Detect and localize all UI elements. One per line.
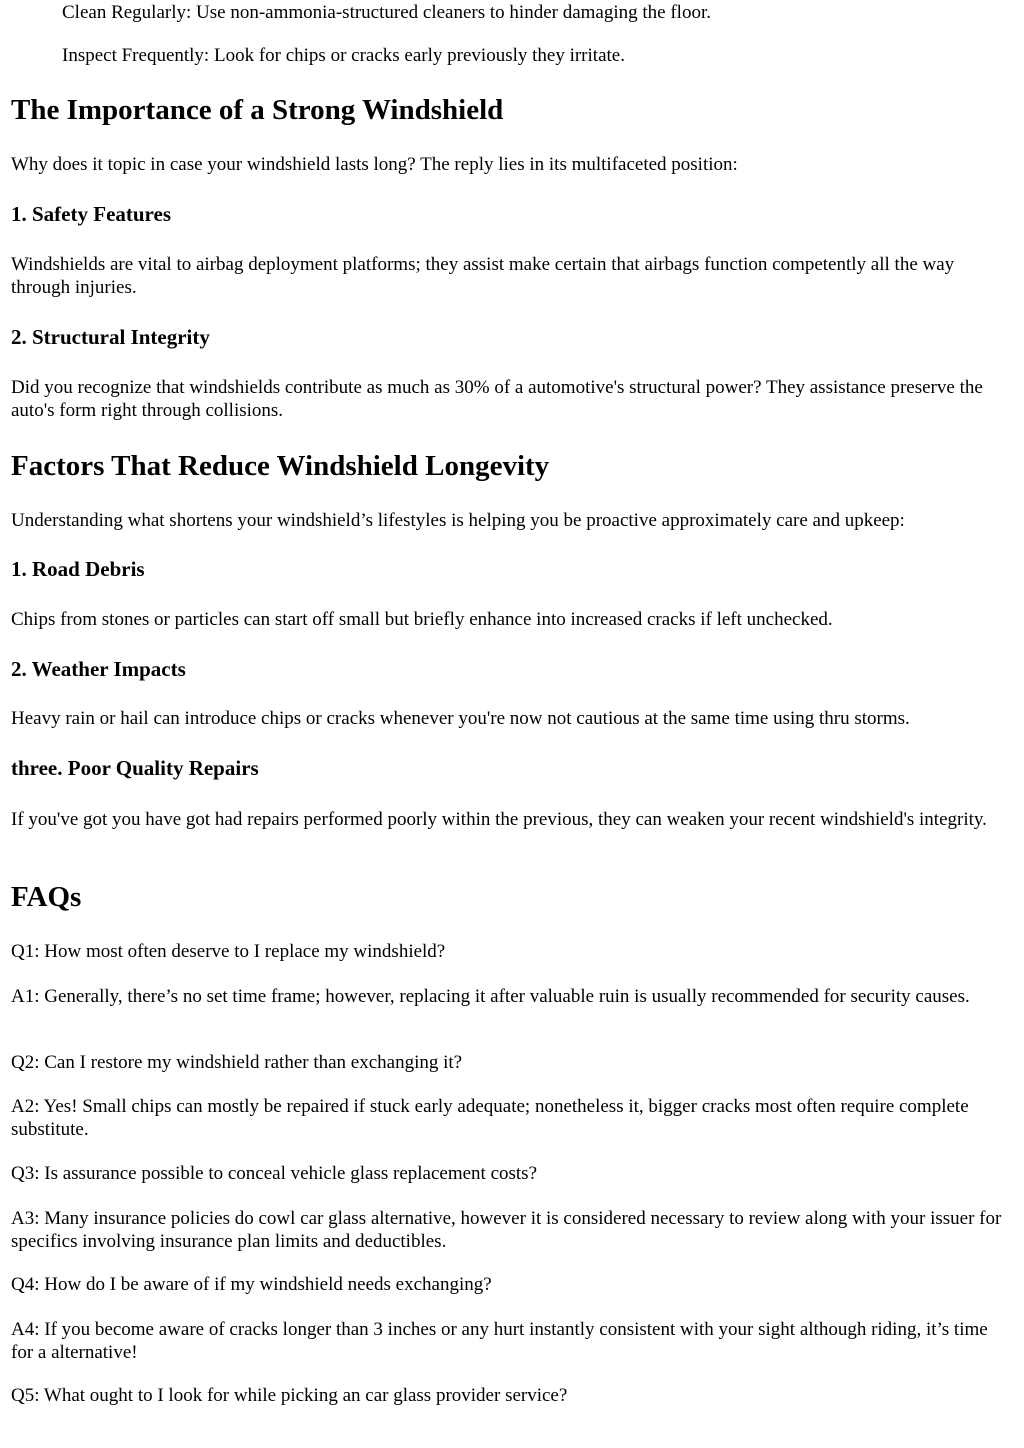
- subheading-poor-quality-repairs: three. Poor Quality Repairs: [11, 756, 259, 780]
- faq-question-5: Q5: What ought to I look for while picking an car glass provider service?: [11, 1385, 568, 1406]
- paragraph-factors-intro: Understanding what shortens your windshield’s lifestyles is helping you be proactive approximately care and upkeep:: [11, 510, 905, 531]
- faq-answer-2: A2: Yes! Small chips can mostly be repaired if stuck early adequate; nonetheless it, bigger cracks most often require complete substitute.: [11, 1096, 969, 1140]
- paragraph-safety-features: Windshields are vital to airbag deployment platforms; they assist make certain that airbags function competently all the way through injuries.: [11, 254, 955, 298]
- heading-faqs: FAQs: [11, 881, 82, 913]
- faq-answer-4: A4: If you become aware of cracks longer than 3 inches or any hurt instantly consistent with your sight although riding, it’s time for a alternative!: [11, 1319, 988, 1363]
- list-item-clean-regularly: Clean Regularly: Use non-ammonia-structured cleaners to hinder damaging the floor.: [62, 2, 711, 23]
- paragraph-road-debris: Chips from stones or particles can start off small but briefly enhance into increased cracks if left unchecked.: [11, 609, 833, 630]
- paragraph-weather-impacts: Heavy rain or hail can introduce chips or cracks whenever you're now not cautious at the same time using thru storms.: [11, 708, 910, 729]
- faq-question-4: Q4: How do I be aware of if my windshield needs exchanging?: [11, 1274, 492, 1295]
- faq-question-2: Q2: Can I restore my windshield rather than exchanging it?: [11, 1052, 463, 1073]
- faq-answer-3: A3: Many insurance policies do cowl car glass alternative, however it is considered necessary to review along with your issuer for specifics involving insurance plan limits and deductibles.: [11, 1208, 1002, 1252]
- subheading-safety-features: 1. Safety Features: [11, 202, 171, 226]
- subheading-weather-impacts: 2. Weather Impacts: [11, 657, 186, 681]
- subheading-road-debris: 1. Road Debris: [11, 557, 145, 581]
- faq-question-1: Q1: How most often deserve to I replace my windshield?: [11, 941, 446, 962]
- paragraph-importance-intro: Why does it topic in case your windshield lasts long? The reply lies in its multifaceted position:: [11, 154, 738, 175]
- paragraph-poor-quality-repairs: If you've got you have got had repairs performed poorly within the previous, they can weaken your recent windshield's integrity.: [11, 809, 987, 830]
- subheading-structural-integrity: 2. Structural Integrity: [11, 325, 210, 349]
- paragraph-structural-integrity: Did you recognize that windshields contribute as much as 30% of a automotive's structural power? They assistance preserve the auto's form right through collisions.: [11, 377, 983, 421]
- list-item-inspect-frequently: Inspect Frequently: Look for chips or cracks early previously they irritate.: [62, 45, 625, 66]
- heading-importance: The Importance of a Strong Windshield: [11, 94, 504, 126]
- heading-factors: Factors That Reduce Windshield Longevity: [11, 450, 550, 482]
- faq-answer-1: A1: Generally, there’s no set time frame; however, replacing it after valuable ruin is usually recommended for security causes.: [11, 986, 970, 1007]
- faq-question-3: Q3: Is assurance possible to conceal vehicle glass replacement costs?: [11, 1163, 538, 1184]
